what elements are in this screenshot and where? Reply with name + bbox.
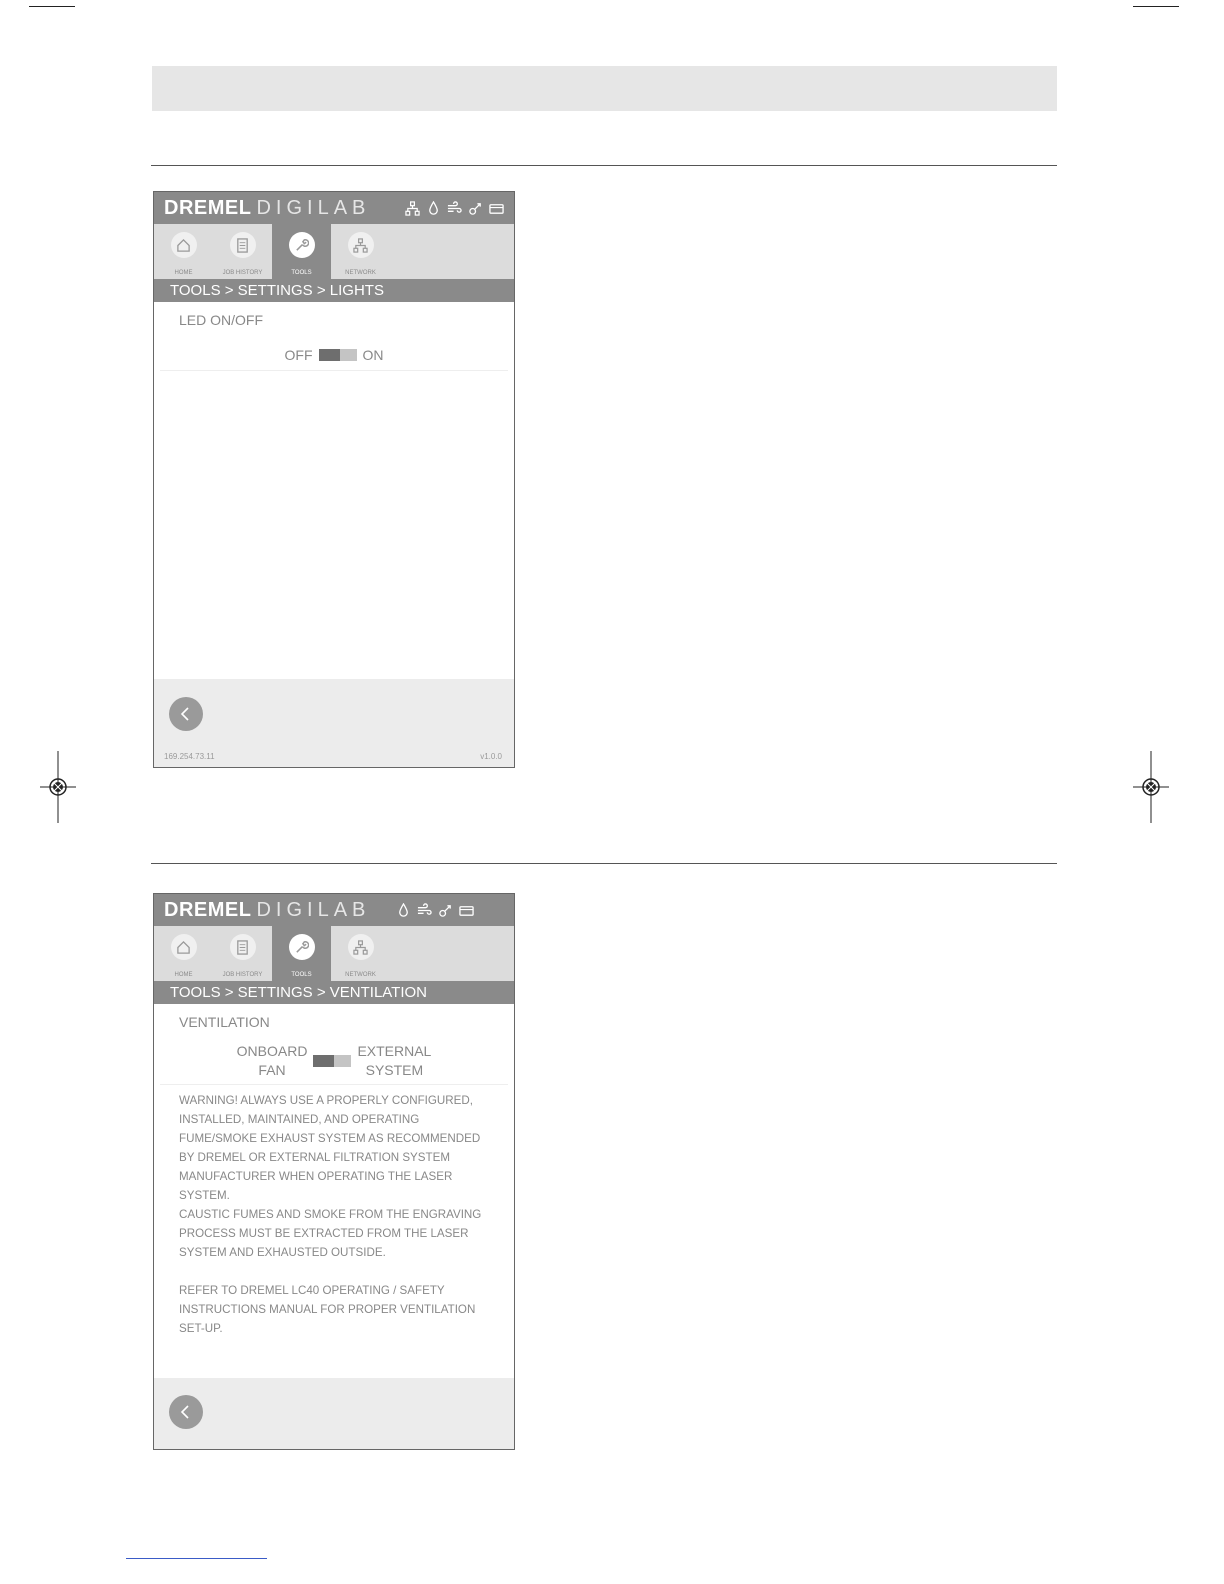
toggle-knob — [319, 349, 340, 361]
network-icon — [353, 238, 368, 253]
bottom-bar — [154, 679, 514, 767]
drop-icon — [426, 201, 441, 216]
section-title: VENTILATION — [179, 1014, 270, 1030]
wrench-icon — [294, 940, 309, 955]
breadcrumb: TOOLS > SETTINGS > VENTILATION — [154, 981, 514, 1004]
registration-mark-left-icon — [40, 751, 76, 823]
section-title: LED ON/OFF — [179, 312, 264, 328]
bottom-bar — [154, 1378, 514, 1449]
tab-job-history[interactable] — [213, 224, 272, 279]
lights-settings-screen — [153, 191, 515, 768]
top-bar — [154, 192, 514, 224]
main-nav — [154, 224, 514, 279]
tab-tools[interactable] — [272, 224, 331, 279]
section-divider-1 — [151, 165, 1057, 166]
toggle-on-label: ON — [362, 347, 384, 363]
tab-label: HOME — [174, 972, 193, 978]
tab-label: JOB HISTORY — [222, 972, 263, 978]
external-system-label: EXTERNAL SYSTEM — [357, 1043, 432, 1078]
brand-logo: DREMEL DIGILAB — [164, 196, 371, 219]
tool-icon — [468, 201, 483, 216]
warning-paragraph: CAUSTIC FUMES AND SMOKE FROM THE ENGRAVING PROCESS MUST BE EXTRACTED FROM THE LASER SYSTEM AND EXHAUSTED OUTSIDE. — [179, 1208, 482, 1259]
main-nav — [154, 926, 514, 981]
led-toggle-row — [154, 340, 514, 370]
footer-link-underline — [126, 1558, 267, 1559]
warning-paragraph: WARNING! ALWAYS USE A PROPERLY CONFIGURED, INSTALLED, MAINTAINED, AND OPERATING FUME/SMOKE EXHAUST SYSTEM AS RECOMMENDED BY DREMEL OR EXTERNAL FILTRATION SYSTEM MANUFACTURER WHEN OPERATING THE LASER SYSTEM. — [179, 1094, 481, 1202]
chevron-left-icon — [178, 706, 194, 722]
card-icon — [459, 903, 474, 918]
ventilation-toggle-row — [154, 1042, 514, 1080]
chevron-left-icon — [178, 1404, 194, 1420]
back-button[interactable] — [169, 697, 203, 731]
section-header-band — [152, 66, 1057, 111]
wrench-icon — [294, 238, 309, 253]
tab-label: NETWORK — [345, 972, 376, 978]
toggle-off-label: OFF — [284, 347, 313, 363]
tab-label: HOME — [174, 270, 193, 276]
tab-label: JOB HISTORY — [222, 270, 263, 276]
tool-icon — [438, 903, 453, 918]
network-icon — [353, 940, 368, 955]
ventilation-toggle-switch[interactable] — [313, 1055, 351, 1067]
tab-network[interactable] — [331, 926, 390, 981]
tab-label: TOOLS — [291, 270, 312, 276]
registration-mark-right-icon — [1133, 751, 1169, 823]
crop-mark-top-left — [29, 6, 75, 7]
tab-job-history[interactable] — [213, 926, 272, 981]
onboard-fan-label: ONBOARD FAN — [236, 1043, 308, 1078]
network-icon — [405, 201, 420, 216]
crop-mark-top-right — [1133, 6, 1179, 7]
back-button[interactable] — [169, 1395, 203, 1429]
brand-logo: DREMEL DIGILAB — [164, 898, 371, 921]
version-label: v1.0.0 — [480, 752, 502, 761]
ventilation-settings-screen — [153, 893, 515, 1450]
ip-address: 169.254.73.11 — [164, 752, 215, 761]
tab-network[interactable] — [331, 224, 390, 279]
top-bar — [154, 894, 514, 926]
toggle-knob — [313, 1055, 334, 1067]
tab-label: NETWORK — [345, 270, 376, 276]
tab-tools[interactable] — [272, 926, 331, 981]
breadcrumb: TOOLS > SETTINGS > LIGHTS — [154, 279, 514, 302]
fan-icon — [447, 201, 462, 216]
drop-icon — [396, 903, 411, 918]
tab-home[interactable] — [154, 926, 213, 981]
section-divider-2 — [151, 863, 1057, 864]
card-icon — [489, 201, 504, 216]
home-icon — [176, 238, 191, 253]
ventilation-warning — [154, 1085, 514, 1338]
status-icons — [405, 201, 504, 216]
tab-home[interactable] — [154, 224, 213, 279]
home-icon — [176, 940, 191, 955]
fan-icon — [417, 903, 432, 918]
led-toggle-switch[interactable] — [319, 349, 357, 361]
status-icons — [396, 903, 474, 918]
list-icon — [235, 940, 250, 955]
divider — [160, 370, 508, 371]
warning-paragraph: REFER TO DREMEL LC40 OPERATING / SAFETY INSTRUCTIONS MANUAL FOR PROPER VENTILATION SET-UP. — [179, 1284, 476, 1335]
list-icon — [235, 238, 250, 253]
tab-label: TOOLS — [291, 972, 312, 978]
